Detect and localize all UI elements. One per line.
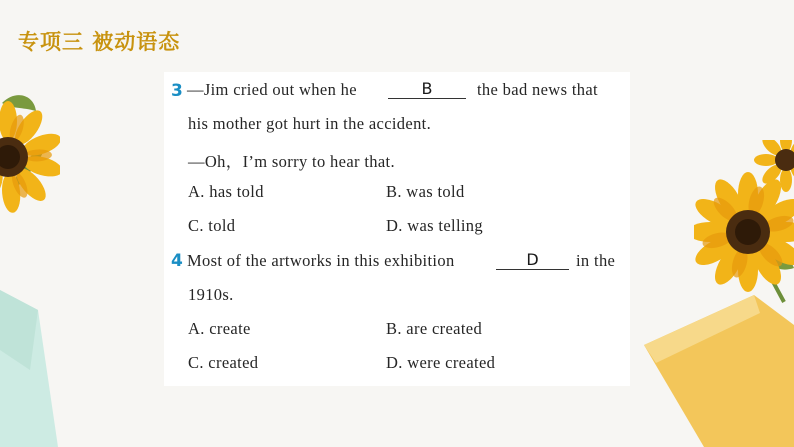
- option-d: D. were created: [386, 353, 496, 372]
- slide-title: 专项三 被动语态: [18, 30, 181, 54]
- yellow-paper-decoration: [634, 295, 794, 447]
- option-c: C. created: [188, 353, 259, 372]
- option-a: A. create: [188, 319, 251, 338]
- dialogue-reply: —Oh，I’m sorry to hear that.: [188, 152, 395, 171]
- question-line: his mother got hurt in the accident.: [188, 114, 432, 133]
- question-stem-continued: in the: [576, 251, 616, 270]
- option-b: B. are created: [386, 319, 483, 338]
- sunflower-right-decoration: [694, 140, 794, 305]
- option-b: B. was told: [386, 182, 465, 201]
- answer-blank: B: [388, 78, 466, 99]
- question-line: 1910s.: [188, 285, 234, 304]
- option-d: D. was telling: [386, 216, 484, 235]
- option-a: A. has told: [188, 182, 264, 201]
- answer-blank: D: [496, 249, 569, 270]
- question-stem: Most of the artworks in this exhibition: [187, 251, 455, 270]
- question-number: 4: [171, 251, 183, 271]
- option-c: C. told: [188, 216, 236, 235]
- question-number: 3: [171, 81, 183, 101]
- question-stem: —Jim cried out when he: [187, 80, 357, 99]
- question-stem-continued: the bad news that: [477, 80, 598, 99]
- question-card: [164, 72, 630, 386]
- mint-paper-decoration: [0, 250, 60, 447]
- sunflower-left-decoration: [0, 85, 60, 235]
